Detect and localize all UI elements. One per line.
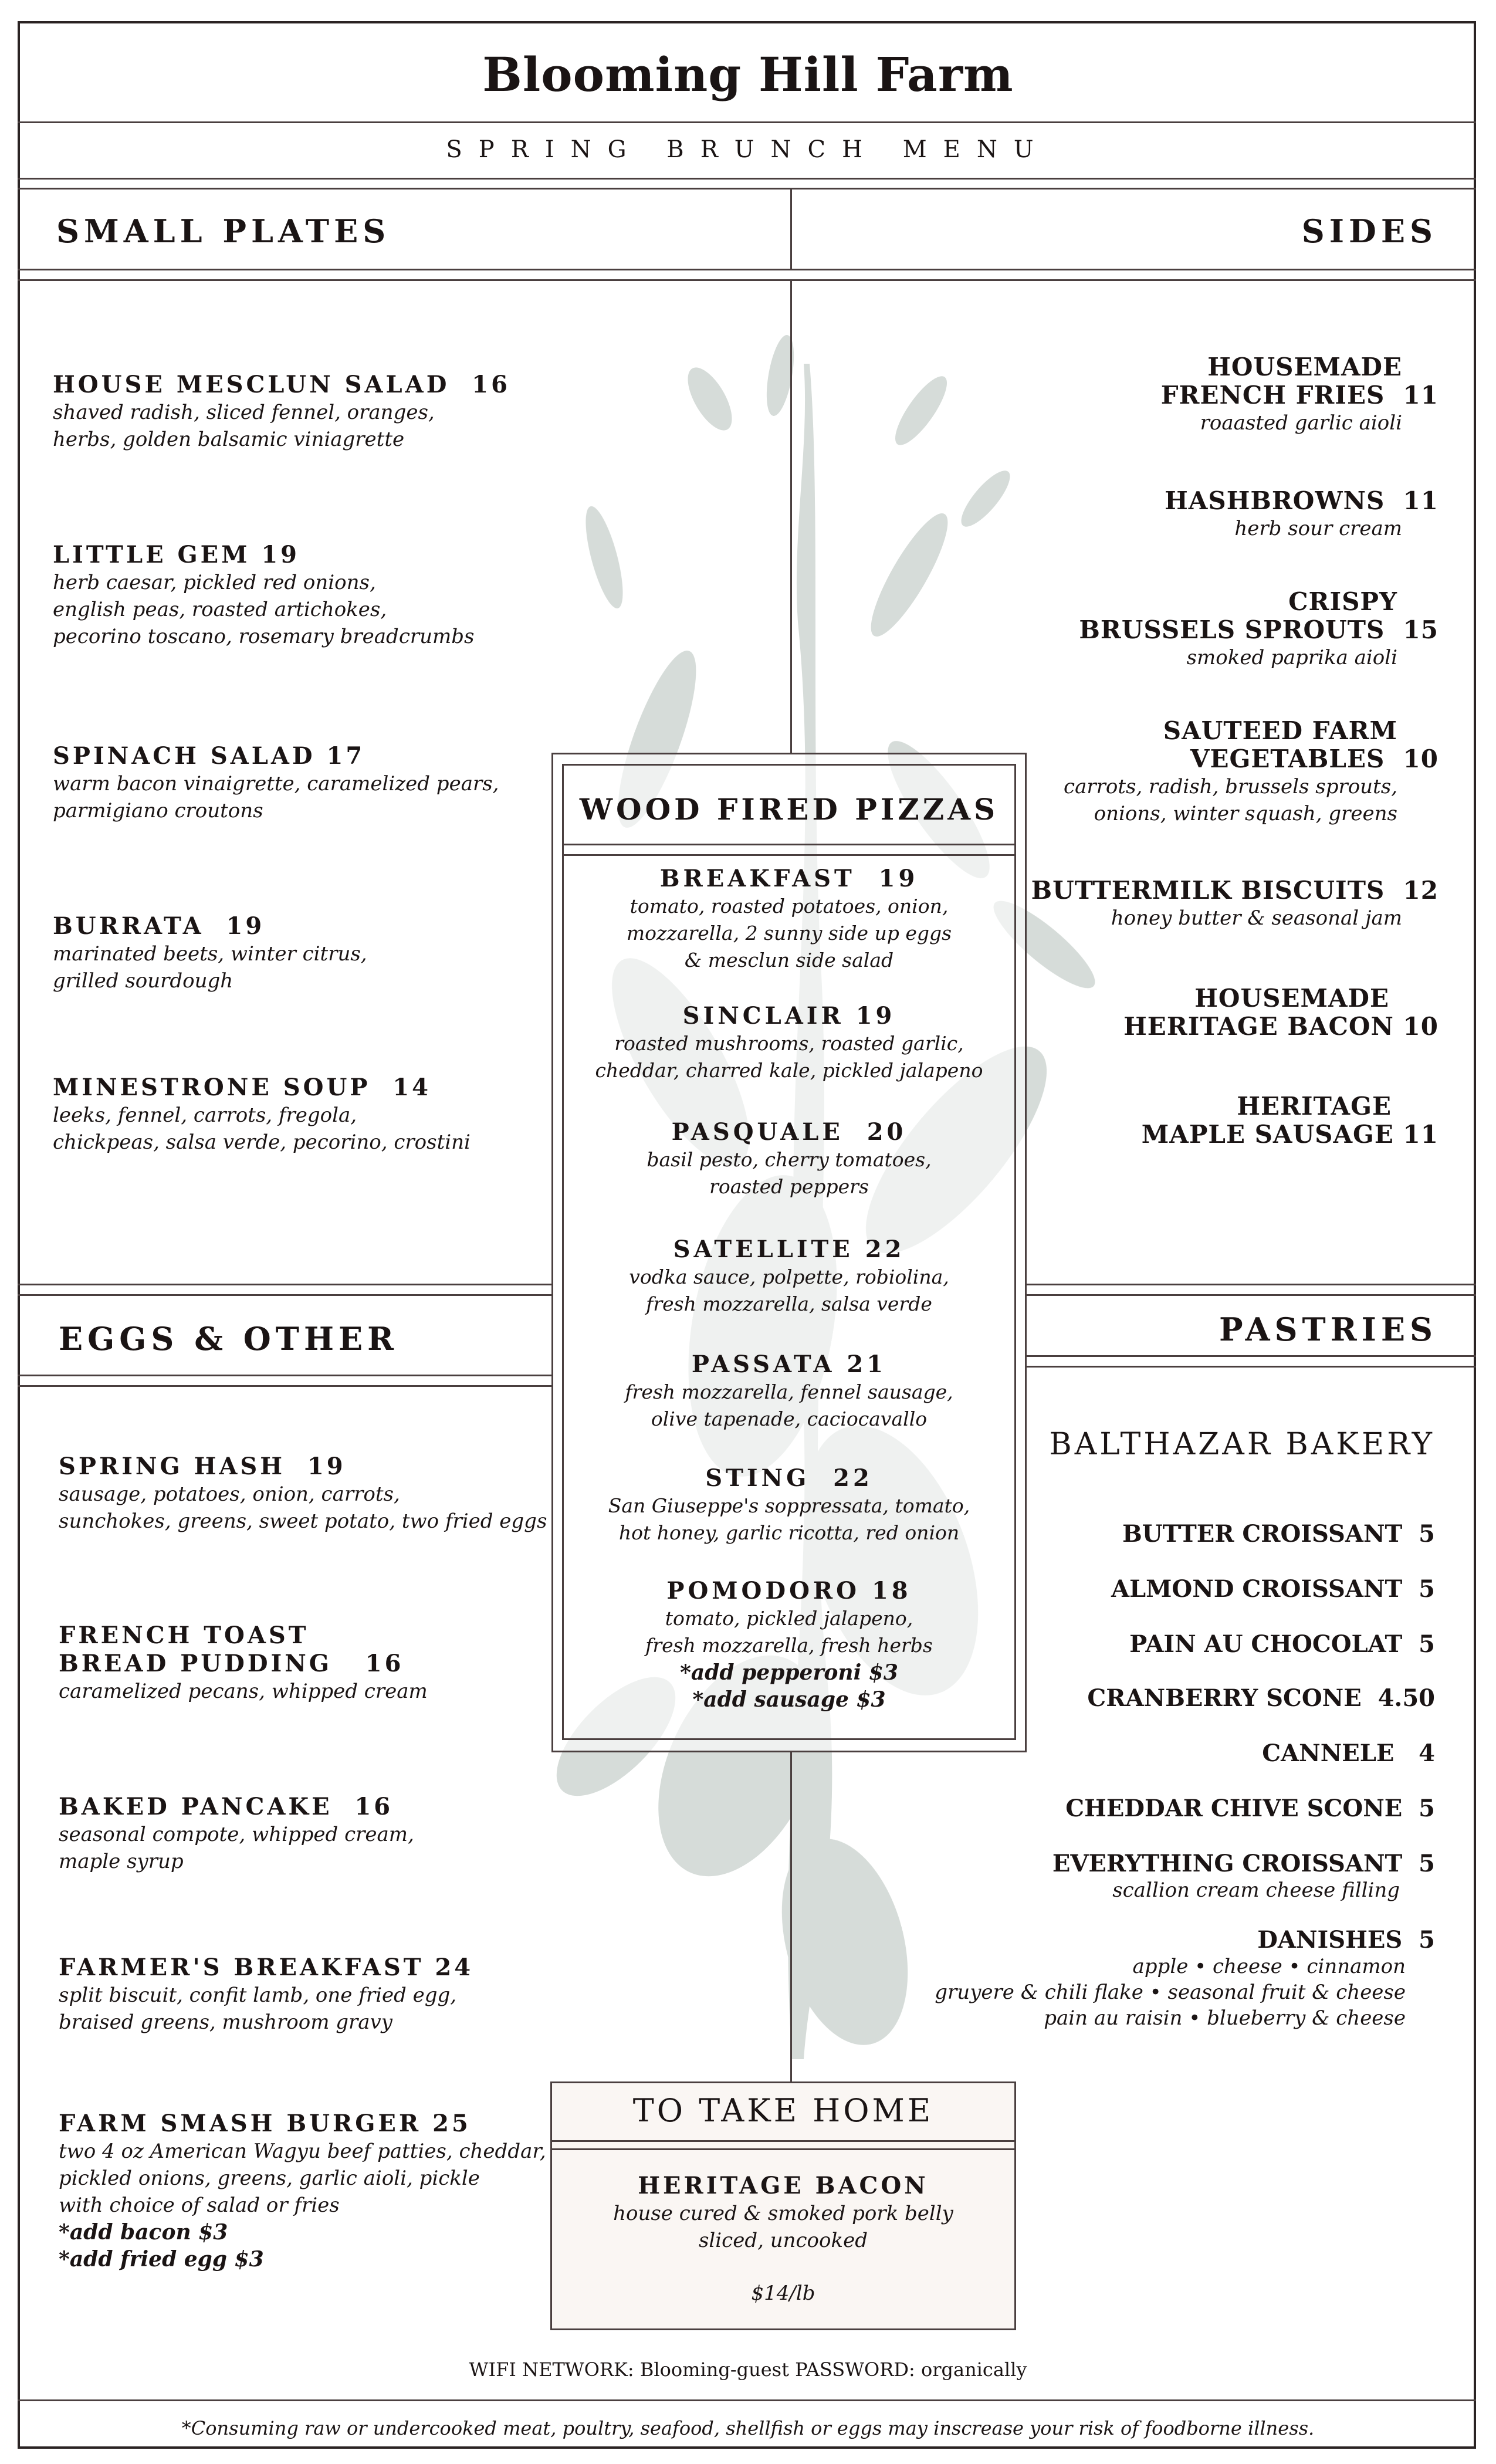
item-desc: leeks, fennel, carrots, fregola, bbox=[53, 1104, 357, 1127]
item-name: CHEDDAR CHIVE SCONE bbox=[1065, 1795, 1403, 1822]
item-desc: tomato, roasted potatoes, onion, bbox=[629, 895, 949, 918]
pastry-item bbox=[1129, 1631, 1435, 1658]
item-price: 11 bbox=[1403, 1120, 1439, 1149]
pizza-item bbox=[562, 1002, 1016, 1084]
pastry-item bbox=[1262, 1740, 1435, 1767]
item-addon: *add sausage $3 bbox=[692, 1687, 886, 1712]
menu-item bbox=[1161, 353, 1439, 436]
item-name: SINCLAIR bbox=[682, 1002, 844, 1030]
pastry-item bbox=[935, 1927, 1435, 2031]
item-addon: *add pepperoni $3 bbox=[680, 1660, 898, 1685]
item-price: 19 bbox=[226, 912, 265, 940]
item-desc: cheddar, charred kale, pickled jalapeno bbox=[595, 1059, 983, 1082]
pastry-item bbox=[1122, 1521, 1435, 1548]
item-price: 5 bbox=[1419, 1630, 1435, 1658]
eggs-heading: EGGS & OTHER bbox=[59, 1320, 399, 1358]
menu-item bbox=[1031, 876, 1439, 932]
item-name: HERITAGE BACON bbox=[638, 2172, 929, 2199]
item-desc: gruyere & chili flake • seasonal fruit & cheese bbox=[935, 1981, 1406, 2004]
item-price: 5 bbox=[1419, 1850, 1435, 1877]
item-name: MAPLE SAUSAGE bbox=[1141, 1120, 1394, 1149]
item-price: 19 bbox=[307, 1453, 346, 1480]
item-name: PAIN AU CHOCOLAT bbox=[1129, 1630, 1403, 1658]
item-desc: fresh mozzarella, fennel sausage, bbox=[625, 1380, 953, 1403]
item-desc: fresh mozzarella, fresh herbs bbox=[645, 1634, 933, 1657]
item-price: 24 bbox=[435, 1954, 474, 1981]
item-name: BAKED PANCAKE bbox=[59, 1793, 333, 1820]
item-desc: San Giuseppe's soppressata, tomato, bbox=[608, 1494, 970, 1517]
item-name: EVERYTHING CROISSANT bbox=[1052, 1850, 1403, 1877]
item-desc: marinated beets, winter citrus, bbox=[53, 942, 367, 966]
divider bbox=[18, 178, 1476, 180]
menu-item bbox=[1142, 1092, 1439, 1149]
take-home-item bbox=[550, 2172, 1016, 2307]
take-home-heading: TO TAKE HOME bbox=[632, 2092, 934, 2129]
item-price: 14 bbox=[392, 1074, 431, 1101]
item-price: 20 bbox=[867, 1118, 907, 1146]
item-desc: braised greens, mushroom gravy bbox=[59, 2011, 392, 2034]
item-desc: two 4 oz American Wagyu beef patties, cheddar, bbox=[59, 2140, 546, 2163]
menu-item bbox=[53, 742, 499, 824]
item-desc: & mesclun side salad bbox=[684, 949, 894, 972]
item-desc: onions, winter squash, greens bbox=[1094, 802, 1397, 825]
column-divider bbox=[790, 188, 792, 269]
item-desc: tomato, pickled jalapeno, bbox=[665, 1607, 913, 1630]
item-price: 22 bbox=[865, 1236, 905, 1263]
item-name: BUTTER CROISSANT bbox=[1122, 1520, 1403, 1548]
wifi-info: WIFI NETWORK: Blooming-guest PASSWORD: organically bbox=[469, 2358, 1027, 2381]
item-name: FARMER'S BREAKFAST bbox=[59, 1954, 424, 1981]
divider bbox=[550, 2148, 1016, 2150]
pizza-item bbox=[562, 865, 1016, 974]
item-name: HERITAGE BACON bbox=[1123, 1012, 1394, 1041]
item-name: DANISHES bbox=[1257, 1926, 1403, 1954]
pizza-item bbox=[562, 1577, 1016, 1713]
divider bbox=[18, 121, 1476, 123]
item-price: 16 bbox=[472, 371, 510, 398]
bakery-name: BALTHAZAR BAKERY bbox=[1049, 1427, 1435, 1462]
item-name: STING bbox=[705, 1464, 810, 1492]
divider bbox=[18, 188, 1476, 189]
item-name: BUTTERMILK BISCUITS bbox=[1031, 876, 1385, 905]
item-name: CRANBERRY SCONE bbox=[1087, 1684, 1362, 1712]
pastry-item bbox=[1052, 1850, 1435, 1903]
item-name: CRISPY bbox=[1288, 587, 1397, 616]
pastries-heading: PASTRIES bbox=[1219, 1311, 1437, 1348]
item-desc: pickled onions, greens, garlic aioli, pickle bbox=[59, 2167, 480, 2190]
item-desc: herb caesar, pickled red onions, bbox=[53, 571, 376, 594]
divider bbox=[562, 844, 1016, 845]
item-desc: warm bacon vinaigrette, caramelized pears, bbox=[53, 772, 499, 796]
divider bbox=[18, 269, 1476, 270]
divider bbox=[1027, 1366, 1476, 1368]
divider bbox=[18, 279, 1476, 281]
item-addon: *add fried egg $3 bbox=[59, 2247, 264, 2272]
item-price: 15 bbox=[1403, 615, 1439, 644]
menu-item bbox=[1064, 717, 1439, 827]
divider bbox=[550, 2140, 1016, 2142]
item-price: 22 bbox=[833, 1464, 873, 1492]
menu-item bbox=[53, 1074, 471, 1156]
item-name: POMODORO bbox=[666, 1577, 861, 1605]
item-name: HERITAGE bbox=[1237, 1092, 1392, 1121]
restaurant-title: Blooming Hill Farm bbox=[482, 47, 1014, 102]
item-desc: caramelized pecans, whipped cream bbox=[59, 1680, 428, 1703]
item-name: FRENCH TOAST bbox=[59, 1622, 309, 1649]
pizzas-heading: WOOD FIRED PIZZAS bbox=[579, 792, 999, 827]
item-name: CANNELE bbox=[1262, 1739, 1395, 1767]
item-name: ALMOND CROISSANT bbox=[1111, 1575, 1403, 1603]
item-desc: parmigiano croutons bbox=[53, 799, 263, 823]
item-desc: pain au raisin • blueberry & cheese bbox=[1044, 2006, 1406, 2030]
divider bbox=[18, 1375, 551, 1376]
item-price: 17 bbox=[326, 742, 365, 770]
item-price: 4 bbox=[1419, 1739, 1435, 1767]
item-desc: grilled sourdough bbox=[53, 969, 233, 993]
item-price: 4.50 bbox=[1377, 1684, 1435, 1712]
item-desc: maple syrup bbox=[59, 1850, 184, 1873]
item-price: 18 bbox=[871, 1577, 912, 1605]
item-price: 16 bbox=[365, 1650, 404, 1677]
center-line-top bbox=[790, 279, 792, 753]
item-name: HOUSEMADE bbox=[1194, 984, 1389, 1013]
item-price: 19 bbox=[261, 541, 300, 568]
item-desc: herbs, golden balsamic viniagrette bbox=[53, 428, 405, 451]
menu-item bbox=[53, 541, 474, 650]
divider bbox=[18, 2399, 1476, 2401]
item-price: 11 bbox=[1403, 486, 1439, 515]
item-price: 12 bbox=[1403, 876, 1439, 905]
item-desc: carrots, radish, brussels sprouts, bbox=[1064, 775, 1397, 798]
item-name: VEGETABLES bbox=[1190, 744, 1385, 773]
item-name: BURRATA bbox=[53, 912, 204, 940]
item-price: 11 bbox=[1403, 381, 1439, 409]
divider bbox=[562, 854, 1016, 856]
item-name: BREAKFAST bbox=[659, 865, 855, 892]
item-name: BRUSSELS SPROUTS bbox=[1079, 615, 1385, 644]
item-desc: vodka sauce, polpette, robiolina, bbox=[629, 1265, 949, 1288]
menu-item bbox=[59, 1954, 473, 2036]
divider bbox=[1027, 1294, 1476, 1296]
food-safety-disclaimer: *Consuming raw or undercooked meat, poultry, seafood, shellfish or eggs may inscrease your risk of foodborne illness. bbox=[181, 2417, 1315, 2439]
item-desc: smoked paprika aioli bbox=[1186, 646, 1397, 669]
item-price: 5 bbox=[1419, 1575, 1435, 1603]
item-name: SAUTEED FARM bbox=[1163, 716, 1397, 745]
divider bbox=[1027, 1355, 1476, 1357]
pastry-item bbox=[1065, 1795, 1435, 1822]
item-price: 10 bbox=[1403, 744, 1439, 773]
divider bbox=[1027, 1284, 1476, 1285]
item-desc: roasted peppers bbox=[709, 1175, 869, 1198]
item-desc: sliced, uncooked bbox=[698, 2229, 868, 2252]
item-price: 5 bbox=[1419, 1926, 1435, 1954]
pizza-item bbox=[562, 1236, 1016, 1318]
item-name: HOUSEMADE bbox=[1207, 353, 1402, 381]
pastry-item bbox=[1111, 1576, 1435, 1603]
item-name: SATELLITE bbox=[673, 1236, 854, 1263]
item-price: 10 bbox=[1403, 1012, 1439, 1041]
item-desc: house cured & smoked pork belly bbox=[613, 2202, 953, 2225]
item-name: SPRING HASH bbox=[59, 1453, 286, 1480]
menu-item bbox=[1123, 984, 1439, 1041]
item-desc: olive tapenade, caciocavallo bbox=[651, 1407, 928, 1430]
item-desc: seasonal compote, whipped cream, bbox=[59, 1823, 414, 1846]
pizza-item bbox=[562, 1118, 1016, 1200]
item-desc: split biscuit, confit lamb, one fried egg, bbox=[59, 1984, 457, 2007]
item-name: FARM SMASH BURGER bbox=[59, 2110, 422, 2137]
center-line-bottom bbox=[790, 1752, 792, 2081]
item-desc: sunchokes, greens, sweet potato, two fried eggs bbox=[59, 1509, 547, 1533]
divider bbox=[18, 1294, 551, 1296]
item-price: 19 bbox=[878, 865, 919, 892]
item-desc: with choice of salad or fries bbox=[59, 2194, 340, 2217]
item-price: 19 bbox=[855, 1002, 896, 1030]
menu-item bbox=[53, 371, 510, 453]
item-desc: apple • cheese • cinnamon bbox=[1132, 1955, 1406, 1978]
item-name: HASHBROWNS bbox=[1165, 486, 1385, 515]
menu-item bbox=[59, 1793, 414, 1875]
menu-item bbox=[59, 1453, 547, 1535]
item-price: 25 bbox=[432, 2110, 471, 2137]
item-desc: english peas, roasted artichokes, bbox=[53, 598, 387, 621]
menu-item bbox=[1165, 487, 1439, 542]
item-price: 21 bbox=[847, 1351, 887, 1378]
item-price: 5 bbox=[1419, 1795, 1435, 1822]
item-name: PASSATA bbox=[691, 1351, 835, 1378]
pastry-item bbox=[1087, 1685, 1435, 1712]
item-name: FRENCH FRIES bbox=[1160, 381, 1385, 409]
item-price: 5 bbox=[1419, 1520, 1435, 1548]
item-desc: basil pesto, cherry tomatoes, bbox=[647, 1148, 932, 1171]
item-desc: chickpeas, salsa verde, pecorino, crostini bbox=[53, 1131, 471, 1154]
item-desc: sausage, potatoes, onion, carrots, bbox=[59, 1483, 400, 1506]
item-price: $14/lb bbox=[751, 2282, 815, 2305]
item-name: PASQUALE bbox=[671, 1118, 844, 1146]
item-price: 16 bbox=[354, 1793, 394, 1820]
item-desc: fresh mozzarella, salsa verde bbox=[646, 1292, 932, 1315]
item-desc: scallion cream cheese filling bbox=[1112, 1879, 1400, 1902]
item-desc: hot honey, garlic ricotta, red onion bbox=[618, 1521, 960, 1544]
pizza-item bbox=[562, 1351, 1016, 1433]
menu-item bbox=[53, 912, 367, 994]
menu-subtitle: SPRING BRUNCH MENU bbox=[446, 136, 1050, 163]
item-desc: pecorino toscano, rosemary breadcrumbs bbox=[53, 625, 475, 648]
item-name: HOUSE MESCLUN SALAD bbox=[53, 371, 450, 398]
divider bbox=[18, 1284, 551, 1285]
item-name: SPINACH SALAD bbox=[53, 742, 316, 770]
item-desc: shaved radish, sliced fennel, oranges, bbox=[53, 401, 435, 424]
item-desc: honey butter & seasonal jam bbox=[1111, 906, 1402, 930]
menu-item bbox=[59, 1622, 428, 1705]
menu-item bbox=[59, 2110, 546, 2273]
item-addon: *add bacon $3 bbox=[59, 2220, 228, 2245]
item-desc: herb sour cream bbox=[1234, 517, 1402, 540]
item-name: BREAD PUDDING bbox=[59, 1650, 332, 1677]
divider bbox=[18, 1385, 551, 1387]
item-desc: roaasted garlic aioli bbox=[1200, 411, 1402, 435]
pizza-item bbox=[562, 1464, 1016, 1546]
item-desc: roasted mushrooms, roasted garlic, bbox=[614, 1032, 964, 1055]
small-plates-heading: SMALL PLATES bbox=[56, 212, 391, 250]
item-name: LITTLE GEM bbox=[53, 541, 251, 568]
item-desc: mozzarella, 2 sunny side up eggs bbox=[626, 922, 952, 945]
sides-heading: SIDES bbox=[1301, 212, 1437, 250]
menu-item bbox=[1079, 588, 1439, 671]
item-name: MINESTRONE SOUP bbox=[53, 1074, 371, 1101]
